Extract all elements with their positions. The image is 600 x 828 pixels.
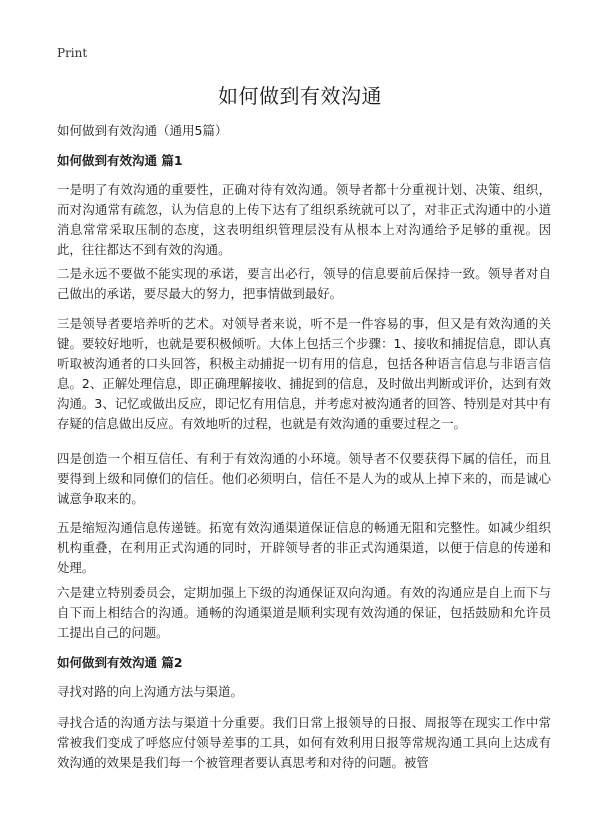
document-subtitle: 如何做到有效沟通（通用5篇） [57,123,228,138]
paragraph: 二是永远不要做不能实现的承诺，要言出必行，领导的信息要前后保持一致。领导者对自己做出的承诺，要尽最大的努力，把事情做到最好。 [57,266,551,301]
print-label[interactable]: Print [57,46,88,60]
paragraph: 一是明了有效沟通的重要性，正确对待有效沟通。领导者都十分重视计划、决策、组织，而对沟通常有疏忽，认为信息的上传下达有了组织系统就可以了，对非正式沟通中的小道消息常常采取压制的态度，这表明组织管理层没有从根本上对沟通给予足够的重视。因此，往往都达不到有效的沟通。 [57,182,551,257]
section-heading-2: 如何做到有效沟通 篇2 [57,655,183,670]
section-heading-1: 如何做到有效沟通 篇1 [57,153,183,168]
paragraph: 寻找对路的向上沟通方法与渠道。 [57,684,243,699]
paragraph: 五是缩短沟通信息传递链。拓宽有效沟通渠道保证信息的畅通无阻和完整性。如减少组织机构重叠，在利用正式沟通的同时，开辟领导者的非正式沟通渠道，以便于信息的传递和处理。 [57,520,551,575]
paragraph: 寻找合适的沟通方法与渠道十分重要。我们日常上报领导的日报、周报等在现实工作中常常被我们变成了呼悠应付领导差事的工具，如何有效利用日报等常规沟通工具向上达成有效沟通的效果是我们每一个被管理者要认真思考和对待的问题。被管 [57,715,551,770]
document-title: 如何做到有效沟通 [218,84,382,108]
paragraph: 四是创造一个相互信任、有利于有效沟通的小环境。领导者不仅要获得下属的信任，而且要得到上级和同僚们的信任。他们必须明白，信任不是人为的或从上掉下来的，而是诚心诚意争取来的。 [57,451,551,506]
paragraph: 三是领导者要培养听的艺术。对领导者来说，听不是一件容易的事，但又是有效沟通的关键。要较好地听，也就是要积极倾听。大体上包括三个步骤：1、接收和捕捉信息，即认真听取被沟通者的口头回答，积极主动捕捉一切有用的信息，包括各种语言信息与非语言信息。2、正解处理信息，即正确理解接收、捕捉到的信息，及时做出判断或评价，达到有效沟通。3、记忆或做出反应，即记忆有用信息，并考虑对被沟通者的回答、特别是对其中有存疑的信息做出反应。有效地听的过程，也就是有效沟通的重要过程之一。 [57,316,551,431]
paragraph: 六是建立特别委员会，定期加强上下级的沟通保证双向沟通。有效的沟通应是自上而下与自下而上相结合的沟通。通畅的沟通渠道是顺利实现有效沟通的保证，包括鼓励和允许员工提出自己的问题。 [57,585,551,640]
